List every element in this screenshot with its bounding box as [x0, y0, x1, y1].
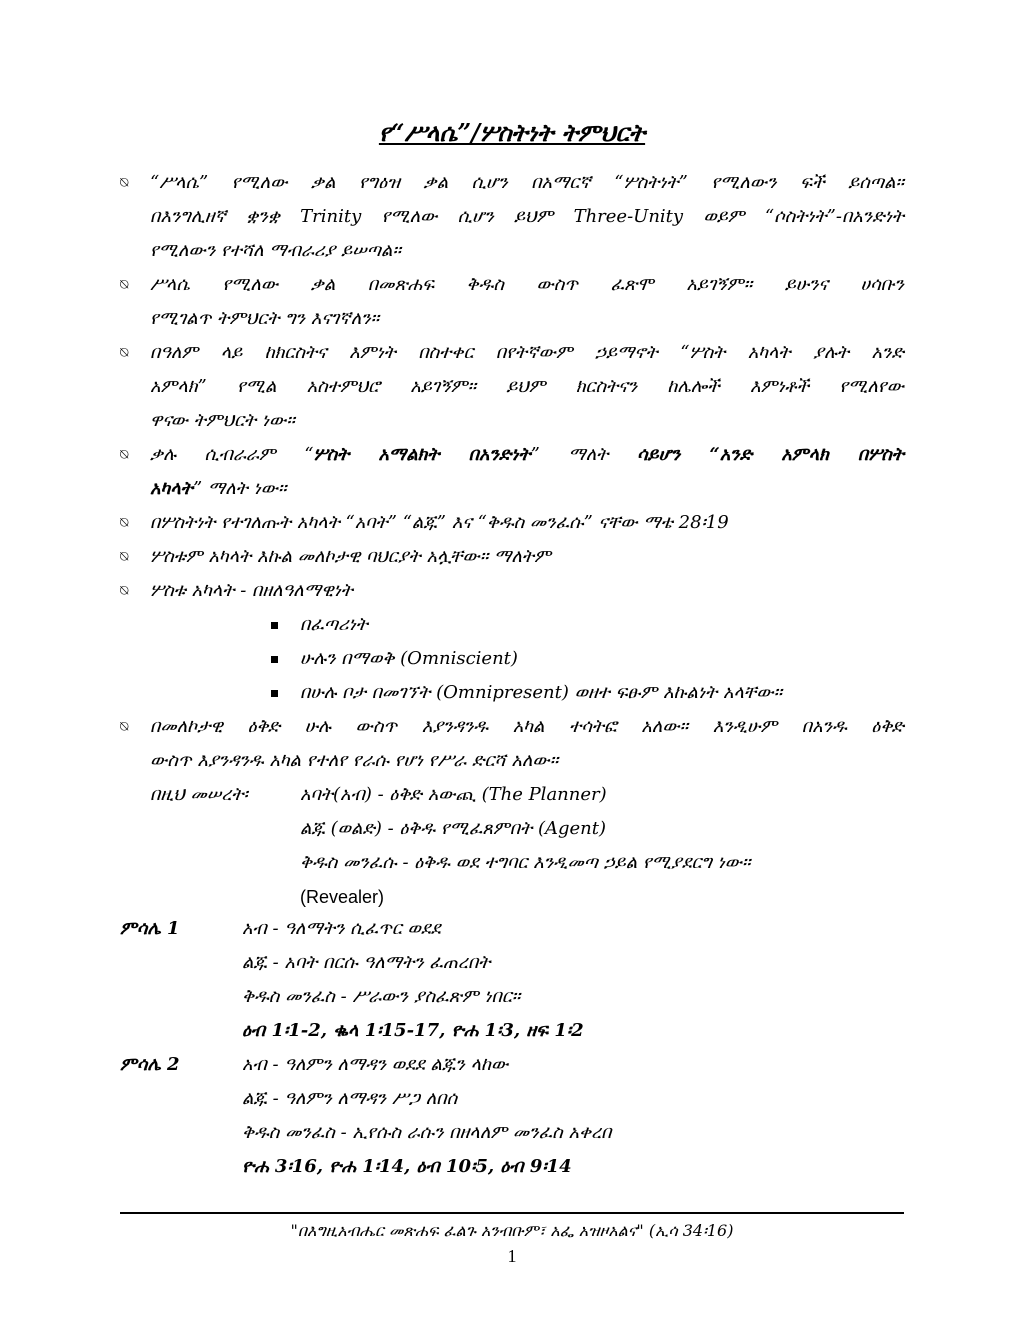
paragraph-1-line-3: የሚለውን የተሻለ ማብራሪያ ይሠጣል፡፡	[150, 240, 401, 261]
paragraph-1-line-2: በእንግሊዘኛ ቋንቋ Trinity የሚለው ሲሆን ይህም Three-Unity ወይም “ሶስትነት”-በአንድነት	[150, 206, 904, 227]
paragraph-3-line-1: በዓለም ላይ ከክርስትና እምነት በስተቀር በየትኛውም ኃይማኖት “ሦስት አካላት ያሉት አንድ	[150, 342, 904, 363]
example-2-label: ምሳሌ 2	[120, 1054, 180, 1075]
role-father: አባት(አብ) - ዕቅድ አውጪ (The Planner)	[300, 784, 607, 805]
bold-text-segment: ሳይሆን “አንድ አምላክ በሦስት	[636, 444, 905, 465]
bold-text-segment: ሦስት አማልክት በአንድነት	[313, 444, 531, 465]
bold-text-segment: አካላት	[150, 478, 193, 499]
square-bullet-icon	[271, 656, 278, 663]
paragraph-4-line-2	[150, 478, 287, 500]
paragraph-5-line-1: በሦስትነት የተገለጡት አካላት “አባት” “ልጁ” እና “ቅዱስ መንፈሱ” ናቸው ማቴ 28፡19	[150, 512, 729, 533]
bullet-icon: ⍉	[120, 583, 129, 599]
paragraph-3-line-3: ዋናው ትምህርት ነው፡፡	[150, 410, 295, 431]
example-2-line: ልጁ - ዓለምን ለማዳን ሥጋ ለበሰ	[242, 1088, 458, 1109]
paragraph-6-line-1: ሦስቱም አካላት እኩል መለኮታዊ ባህርያት አሏቸው፡፡ ማለትም	[150, 546, 551, 567]
plan-paragraph-line-2: ውስጥ እያንዳንዱ አካል የተለየ የራሱ የሆነ የሥራ ድርሻ አለው፡፡	[150, 750, 559, 771]
paragraph-2-line-2: የሚገልጥ ትምህርት ግን እናገኛለን፡፡	[150, 308, 380, 329]
bullet-icon: ⍉	[120, 345, 129, 361]
square-bullet-icon	[271, 622, 278, 629]
attribute-item: በሁሉ ቦታ በመገኘት (Omnipresent) ወዘተ ፍፁም እኩልነት አላቸው፡፡	[300, 682, 783, 703]
example-2-line: አብ - ዓለምን ለማዳን ወደደ ልጁን ላከው	[242, 1054, 509, 1075]
example-1-label: ምሳሌ 1	[120, 918, 180, 939]
text-segment: ” ማለት	[530, 444, 637, 465]
bullet-icon: ⍉	[120, 277, 129, 293]
paragraph-4-line-1	[150, 444, 904, 466]
bullet-icon: ⍉	[120, 515, 129, 531]
role-son: ልጁ (ወልድ) - ዕቅዱ የሚፈጸምበት (Agent)	[300, 818, 606, 839]
paragraph-3-line-2: አምላክ” የሚል አስተምህሮ አይገኝም፡፡ ይህም ክርስትናን ከሌሎች እምነቶች የሚለየው	[150, 376, 904, 397]
bullet-icon: ⍉	[120, 549, 129, 565]
bullet-icon: ⍉	[120, 719, 129, 735]
plan-paragraph-line-1: በመለኮታዊ ዕቅድ ሁሉ ውስጥ እያንዳንዱ አካል ተሳትፎ አለው፡፡ እንዲሁም በአንዱ ዕቅድ	[150, 716, 904, 737]
text-segment: ” ማለት ነው፡፡	[192, 478, 287, 499]
footer-quote: "በእግዚአብሔር መጽሐፍ ፈልጉ አንብቡም፣ አፌ አዝዞአልና" (ኢሳ 34፡16)	[290, 1221, 734, 1240]
example-2-line: ቅዱስ መንፈስ - ኢየሱስ ራሱን በዘላለም መንፈስ አቀረበ	[242, 1122, 612, 1143]
attribute-item: በፈጣሪነት	[300, 614, 368, 635]
role-spirit-english: (Revealer)	[300, 887, 385, 907]
bullet-icon: ⍉	[120, 175, 129, 191]
example-1-line: ቅዱስ መንፈስ - ሥራውን ያስፈጽም ነበር፡፡	[242, 986, 521, 1007]
attribute-item: ሁሉን በማወቅ (Omniscient)	[300, 648, 518, 669]
page-title: የ“ሥላሴ”/ሦስትነት ትምህርት	[378, 118, 646, 147]
example-1-line: ልጁ - አባት በርሱ ዓለማትን ፈጠረበት	[242, 952, 491, 973]
basis-label: በዚህ መሠረት፡	[150, 784, 248, 805]
role-spirit: ቅዱስ መንፈሱ - ዕቅዱ ወደ ተግባር እንዲመጣ ኃይል የሚያደርግ ነው፡፡	[300, 852, 751, 873]
text-segment: ቃሉ ሲብራራም “	[150, 444, 314, 465]
footer-divider	[120, 1212, 904, 1214]
example-2-references: ዮሐ 3፡16, ዮሐ 1፡14, ዕብ 10፡5, ዕብ 9፡14	[242, 1156, 572, 1177]
paragraph-2-line-1: ሥላሴ የሚለው ቃል በመጽሐፍ ቅዱስ ውስጥ ፈጽሞ አይገኝም፡፡ ይሁንና ሀሳቡን	[150, 274, 904, 295]
page-number: 1	[507, 1246, 517, 1266]
square-bullet-icon	[271, 690, 278, 697]
paragraph-7-line-1: ሦስቱ አካላት - በዘለዓለማዊነት	[150, 580, 353, 601]
example-1-line: አብ - ዓለማትን ሲፈጥር ወደደ	[242, 918, 441, 939]
example-1-references: ዕብ 1፡1-2, ቈላ 1፡15-17, ዮሐ 1፡3, ዘፍ 1፡2	[242, 1020, 584, 1041]
bullet-icon: ⍉	[120, 447, 129, 463]
paragraph-1-line-1: “ሥላሴ” የሚለው ቃል የግዕዝ ቃል ሲሆን በአማርኛ “ሦስትነት” የሚለውን ፍች ይሰጣል፡፡	[150, 172, 904, 193]
